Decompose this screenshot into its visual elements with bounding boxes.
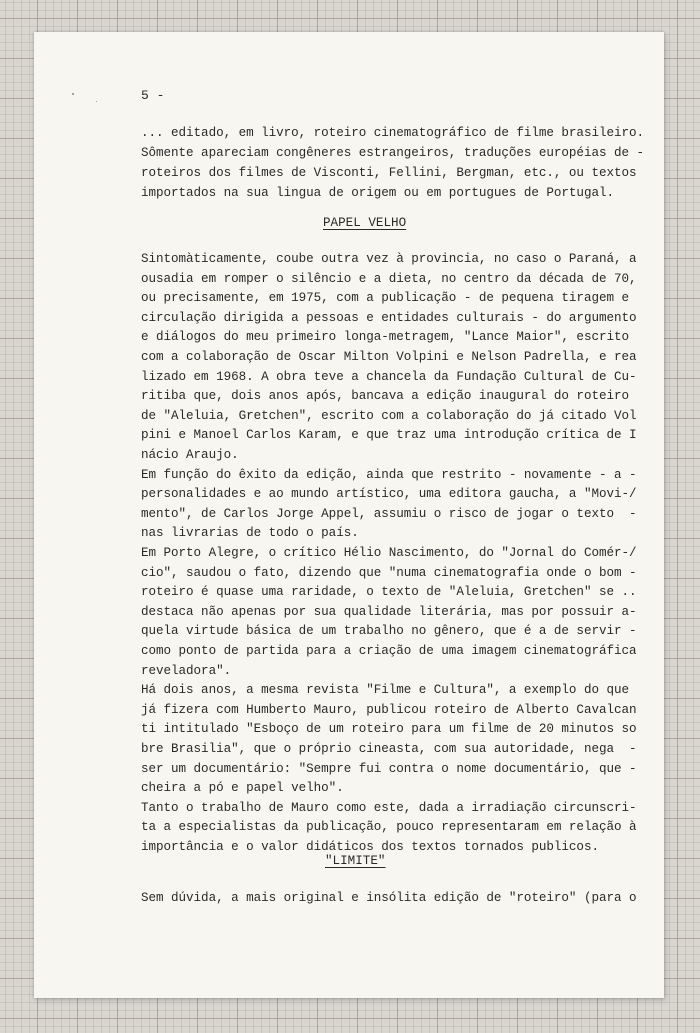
text-line: mento", de Carlos Jorge Appel, assumiu o risco de jogar o texto - <box>141 506 637 521</box>
text-line: ousadia em romper o silêncio e a dieta, no centro da década de 70, <box>141 271 637 286</box>
text-line: Em função do êxito da edição, ainda que restrito - novamente - a - <box>141 467 637 482</box>
text-line: e diálogos do meu primeiro longa-metragem, "Lance Maior", escrito <box>141 330 629 345</box>
text-line: destaca não apenas por sua qualidade literária, mas por possuir a- <box>141 604 637 619</box>
text-line: Há dois anos, a mesma revista "Filme e Cultura", a exemplo do que <box>141 683 629 698</box>
text-line: ta a especialistas da publicação, pouco representaram em relação à <box>141 820 637 835</box>
text-line: importados na sua lingua de origem ou em portugues de Portugal. <box>141 186 614 200</box>
paper-speck <box>72 93 74 95</box>
text-line: Tanto o trabalho de Mauro como este, dada a irradiação circunscri- <box>141 800 637 815</box>
text-line: pini e Manoel Carlos Karam, e que traz uma introdução crítica de I <box>141 428 637 443</box>
text-line: circulação dirigida a pessoas e entidades culturais - do argumento <box>141 310 637 325</box>
text-line: com a colaboração de Oscar Milton Volpini e Nelson Padrella, e rea <box>141 350 637 364</box>
text-line: nácio Araujo. <box>141 448 239 462</box>
text-line: quela virtude básica de um trabalho no gênero, que é a de servir - <box>141 624 637 639</box>
text-line: ou precisamente, em 1975, com a publicação - de pequena tiragem e <box>141 291 629 306</box>
text-line: ritiba que, dois anos após, bancava a edição inaugural do roteiro <box>141 389 629 404</box>
text-line: ti intitulado "Esboço de um roteiro para um filme de 20 minutos so <box>141 722 637 737</box>
text-line: como ponto de partida para a criação de uma imagem cinematográfica <box>141 644 637 658</box>
section-heading-papel-velho: PAPEL VELHO <box>323 216 407 230</box>
text-line: reveladora". <box>141 663 232 678</box>
text-line: ... editado, em livro, roteiro cinematográfico de filme brasileiro. <box>141 126 645 140</box>
text-line: ser um documentário: "Sempre fui contra o nome documentário, que - <box>141 761 637 776</box>
text-line: lizado em 1968. A obra teve a chancela da Fundação Cultural de Cu- <box>141 369 637 384</box>
text-line: Sômente apareciam congêneres estrangeiros, traduções européias de - <box>141 146 645 160</box>
text-line: roteiros dos filmes de Visconti, Fellini, Bergman, etc., ou textos <box>141 166 637 180</box>
text-line: de "Aleluia, Gretchen", escrito com a colaboração do já citado Vol <box>141 408 637 423</box>
text-line: cio", saudou o fato, dizendo que "numa cinematografia onde o bom - <box>141 565 637 580</box>
text-line: cheira a pó e papel velho". <box>141 781 344 796</box>
text-line: roteiro é quase uma raridade, o texto de "Aleluia, Gretchen" se .. <box>141 585 637 600</box>
text-line: bre Brasilia", que o próprio cineasta, com sua autoridade, nega - <box>141 742 637 756</box>
section-heading-limite: "LIMITE" <box>325 854 386 868</box>
text-line: Sem dúvida, a mais original e insólita edição de "roteiro" (para o <box>141 891 637 905</box>
text-line: já fizera com Humberto Mauro, publicou roteiro de Alberto Cavalcan <box>141 702 637 717</box>
text-line: personalidades e ao mundo artístico, uma editora gaucha, a "Movi-/ <box>141 487 637 502</box>
text-line: importância e o valor didáticos dos textos tornados publicos. <box>141 840 599 854</box>
text-line: Em Porto Alegre, o crítico Hélio Nascimento, do "Jornal do Comér-/ <box>141 546 637 560</box>
text-line: Sintomàticamente, coube outra vez à provincia, no caso o Paraná, a <box>141 252 637 266</box>
text-line: nas livrarias de todo o país. <box>141 526 359 541</box>
paper-speck <box>96 101 97 102</box>
page-number: 5 - <box>141 88 165 103</box>
